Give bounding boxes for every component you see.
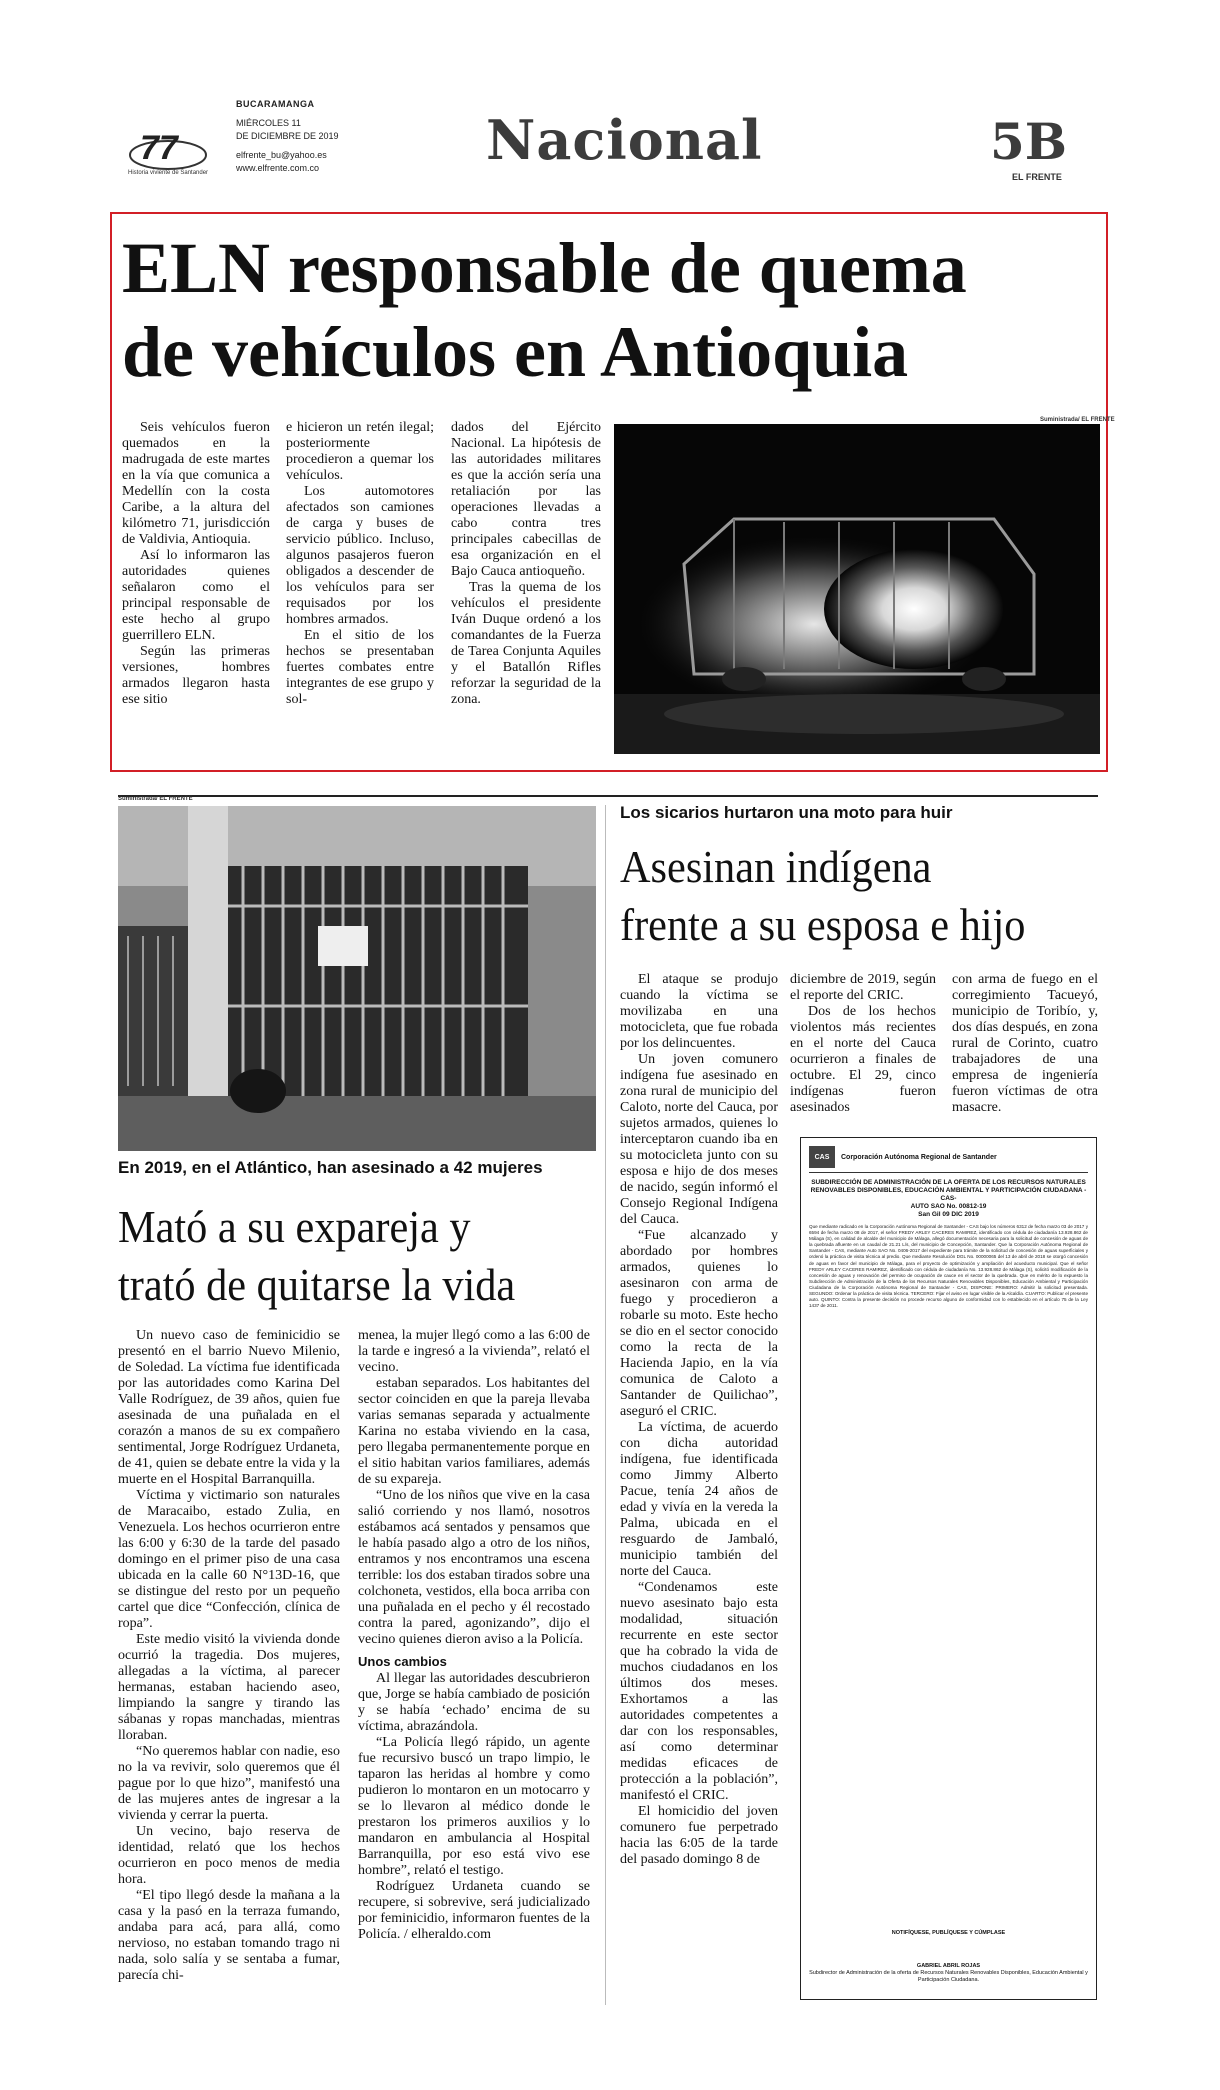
paragraph: e hicieron un retén ilegal; posteriormente procedieron a quemar los vehículos. [286,420,434,483]
right-article-col1 [620,972,778,1868]
left-headline-line1: Mató a su expareja y [118,1201,471,1252]
legal-notice-ad [800,1137,1097,2000]
right-article-col3 [952,972,1098,1116]
paragraph: “El tipo llegó desde la mañana a la casa y la pasó en la terraza fumando, andaba para acá, para allá, como nervioso, no estaban tomando trago ni nada, solo salía y se sentaba a fumar, parecía chi- [118,1888,340,1983]
right-headline-line1: Asesinan indígena [620,841,932,892]
top-article-col2 [286,420,434,708]
masthead-email: elfrente_bu@yahoo.es [236,150,327,160]
paper-name: EL FRENTE [1012,172,1062,182]
left-headline-line2: trató de quitarse la vida [118,1259,516,1310]
newspaper-logo [128,125,214,173]
left-article-col2 [358,1328,590,1943]
paragraph: Un vecino, bajo reserva de identidad, relató que los hechos ocurrieron en poco menos de media hora. [118,1824,340,1887]
paragraph: Un nuevo caso de feminicidio se presentó en el barrio Nuevo Milenio, de Soledad. La víctima fue identificada por las autoridades como Karina Del Valle Rodríguez, de 39 años, quien fue asesinada de una puñalada en el corazón a manos de su ex compañero sentimental, Jorge Rodríguez Urdaneta, de 41, quien se debate entre la vida y la muerte en el Hospital Barranquilla. [118,1328,340,1487]
paragraph: En el sitio de los hechos se presentaban fuertes combates entre integrantes de ese grupo y sol- [286,628,434,707]
paragraph: “Fue alcanzado y abordado por hombres armados, quienes lo asesinaron con arma de fuego y procedieron a robarle su moto. Este hecho se dio en el sector conocido como la recta de la Hacienda Japio, en la vía comunica de Caloto a Santander de Quilichao”, aseguró el CRIC. [620,1228,778,1419]
paragraph: menea, la mujer llegó como a las 6:00 de la tarde e ingresó a la vivienda”, relató el vecino. [358,1328,590,1375]
top-article-col1 [122,420,270,708]
paragraph: Un joven comunero indígena fue asesinado en zona rural de municipio del Caloto, norte del Cauca, por sujetos armados, quienes lo interceptaron cuando iba en su motocicleta junto con su esposa e hijo de dos meses de nacido, según informó el Consejo Regional Indígena del Cauca. [620,1052,778,1227]
paragraph: con arma de fuego en el corregimiento Tacueyó, municipio de Toribío, y, dos días después, en zona rural de Corinto, cuatro trabajadores de una empresa de ingeniería fueron víctimas de otra masacre. [952,972,1098,1115]
left-article-col1 [118,1328,340,1984]
paragraph: Así lo informaron las autoridades quienes señalaron como el principal responsable de este hecho al grupo guerrillero ELN. [122,548,270,643]
column-divider [605,805,606,2005]
right-kicker: Los sicarios hurtaron una moto para huir [620,803,953,822]
logo-tagline: Historia viviente de Santander [128,170,209,176]
ad-header [809,1146,1088,1173]
masthead-info [236,98,339,175]
right-headline-line2: frente a su esposa e hijo [620,899,1026,950]
paragraph: estaban separados. Los habitantes del sector coinciden en que la pareja llevaba varias semanas separada y actualmente Karina no estaba viviendo en la casa, pero llegaba permanentemente porque en el sitio habitan varios familiares, además de su expareja. [358,1376,590,1487]
cas-logo-icon: CAS [809,1146,835,1168]
right-article-col2 [790,972,936,1116]
paragraph: dados del Ejército Nacional. La hipótesis de las autoridades militares es que la acción sería una retaliación por las operaciones llevadas a cabo contra tres principales cabecillas de esa organización en el Bajo Cauca antioqueño. [451,420,601,579]
ad-title: SUBDIRECCIÓN DE ADMINISTRACIÓN DE LA OFERTA DE LOS RECURSOS NATURALES RENOVABLES DISPONIBLES, EDUCACIÓN AMBIENTAL Y PARTICIPACIÓN CIUDADANA -CAS- [810,1179,1087,1202]
paragraph: “Condenamos este nuevo asesinato bajo esta modalidad, situación recurrente en este sector que ha cobrado la vida de muchos ciudadanos en los últimos dos meses. Exhortamos a las autoridades competentes a dar con los responsables, así como determinar medidas eficaces de protección a la población”, manifestó el CRIC. [620,1580,778,1803]
paragraph: “La Policía llegó rápido, un agente fue recursivo buscó un trapo limpio, le taparon las heridas al hombre y como pudieron lo montaron en un motocarro y se lo llevaron al médico donde le prestaron los primeros auxilios y lo mandaron en ambulancia al Hospital Barranquilla, por eso está vivo ese hombre”, relató el testigo. [358,1735,590,1878]
right-headline [620,838,1098,954]
subhead: Unos cambios [358,1654,447,1669]
paragraph: Rodríguez Urdaneta cuando se recupere, si sobrevive, será judicializado por feminicidio, informaron fuentes de la Policía. / elheraldo.com [358,1879,590,1942]
paragraph: diciembre de 2019, según el reporte del CRIC. [790,972,936,1003]
section-title: Nacional [486,108,763,172]
ad-signer: GABRIEL ABRIL ROJAS [916,1963,981,1969]
paragraph: El ataque se produjo cuando la víctima se movilizaba en una motocicleta, que fue robada por los delincuentes. [620,972,778,1051]
top-headline-line2: de vehículos en Antioquia [122,312,909,392]
masthead-city: BUCARAMANGA [236,99,315,109]
paragraph: Víctima y victimario son naturales de Maracaibo, estado Zulia, en Venezuela. Los hechos ocurrieron entre las 6:00 y 6:30 de la tarde del pasado domingo en el primer piso de una casa ubicada en la calle 60 N°13D-16, que se distingue del resto por un pequeño cartel que dice “Confección, clínica de ropa”. [118,1488,340,1631]
paragraph: Dos de los hechos violentos más recientes en el norte del Cauca ocurrieron a finales de octubre. El 29, cinco indígenas fueron asesinados [790,1004,936,1115]
ad-auto-number: AUTO SAO No. 00812-19 [910,1203,987,1210]
paragraph: Según las primeras versiones, hombres armados llegaron hasta ese sitio [122,644,270,707]
paragraph: Al llegar las autoridades descubrieron que, Jorge se había cambiado de posición y se había ‘echado’ encima de su víctima, abrazándola. [358,1671,590,1734]
masthead-date-line1: MIÉRCOLES 11 [236,118,301,128]
svg-text:77: 77 [140,129,178,167]
paragraph: Este medio visitó la vivienda donde ocurrió la tragedia. Dos mujeres, allegadas a la víctima, al parecer hermanas, estaban haciendo aseo, limpiando la sangre y tirando las sábanas y ropas manchadas, mientras lloraban. [118,1632,340,1743]
paragraph: “Uno de los niños que vive en la casa salió corriendo y nos llamó, nosotros estábamos acá sentados y pensamos que le había pasado algo a otro de los niños, entramos y nos encontramos una escena terrible: los dos estaban tirados sobre una colchoneta, vestidos, ella boca arriba con una puñalada en el pecho y él recostado contra la pared, agonizando”, dijo el vecino quienes dieron aviso a la Policía. [358,1488,590,1647]
ad-signer-role: Subdirector de Administración de la oferta de Recursos Naturales Renovables Disponibles, Educación Ambiental y Participación Ciudadana. [809,1970,1088,1983]
paragraph: Los automotores afectados son camiones de carga y buses de servicio público. Incluso, algunos pasajeros fueron obligados a descender de los vehículos para ser requisados por los hombres armados. [286,484,434,627]
paragraph: Tras la quema de los vehículos el presidente Iván Duque ordenó a los comandantes de la Fuerza de Tarea Conjunta Aquiles y el Batallón Rifles reforzar la seguridad de la zona. [451,580,601,707]
ad-date: San Gil 09 DIC 2019 [918,1211,979,1218]
ad-org-name: Corporación Autónoma Regional de Santander [841,1153,997,1161]
masthead-date-line2: DE DICIEMBRE DE 2019 [236,131,339,141]
logo-77-icon [128,125,214,173]
burning-bus-photo [614,424,1100,754]
paragraph: El homicidio del joven comunero fue perpetrado hacia las 6:05 de la tarde del pasado domingo 8 de [620,1804,778,1867]
section-divider [118,795,1098,797]
page-number: 5B [990,112,1068,171]
masthead-website: www.elfrente.com.co [236,163,320,173]
paragraph: Seis vehículos fueron quemados en la madrugada de este martes en la vía que comunica a Medellín con la costa Caribe, a la altura del kilómetro 71, jurisdicción de Valdivia, Antioquia. [122,420,270,547]
photo-credit: Suministrada/ EL FRENTE [118,796,193,802]
paragraph: La víctima, de acuerdo con dicha autoridad indígena, fue identificada como Jimmy Alberto Pacue, tenía 24 años de edad y vivía en la vereda la Palma, ubicada en el resguardo de Jambaló, municipio también del norte del Cauca. [620,1420,778,1579]
top-article-col3 [451,420,601,708]
house-gate-photo [118,806,596,1151]
top-headline [122,226,1102,394]
photo-credit: Suministrada/ EL FRENTE [1040,417,1115,423]
top-headline-line1: ELN responsable de quema [122,228,967,308]
burning-bus-image [614,424,1100,754]
ad-body-text: Que mediante radicado en la Corporación Autónoma Regional de Santander - CAS bajo los números 6312 de fecha marzo 03 de 2017 y 6594 de fecha marzo 08 de 2017, el señor FREDY ARLEY CACERES RAMIREZ, identificado con cédula de ciudadanía 13.928.862 de Málaga (S), en calidad de alcalde del municipio de Málaga, allegó documentación necesaria para la solicitud de concesión de aguas de la quebrada afluente en un caudal de 21.21 L/s, del municipio de Concepción, Santander. Que la Corporación Autónoma Regional de Santander - CAS, mediante Auto SAO No. 0406-2017 del expediente para trámite de la solicitud de concesión de aguas superficiales y ordenó la práctica de visita técnica al predio. Que mediante Resolución DGL No. 00000065 del 13 de abril de 2018 se otorgó concesión de aguas en favor del municipio de Málaga, para el proyecto de optimización y ampliación del acueducto municipal. Que el señor FREDY ARLEY CACERES RAMIREZ, identificado con cédula de ciudadanía No. 13.928.862 de Málaga (S), solicitó modificación de la concesión de aguas y renovación del permiso de ocupación de cauce en el sector de la quebrada. Que en mérito de lo expuesto la Subdirección de Administración de la Oferta de los Recursos Naturales Renovables Disponibles, Educación Ambiental y Participación Ciudadana de la Corporación Autónoma Regional de Santander - CAS, DISPONE: PRIMERO: Admitir la solicitud presentada. SEGUNDO: Ordenar la práctica de visita técnica. TERCERO: Fijar el aviso en lugar visible de la Alcaldía. CUARTO: Publicar el presente auto. QUINTO: Contra la presente decisión no procede recurso alguno de conformidad con lo establecido en el artículo 75 de la Ley 1437 de 2011. [809,1224,1088,1309]
paragraph: “No queremos hablar con nadie, eso no la va revivir, solo queremos que él pague por lo que hizo”, manifestó una de las mujeres antes de ingresar a la vivienda y cerrar la puerta. [118,1744,340,1823]
house-gate-image [118,806,596,1151]
left-kicker: En 2019, en el Atlántico, han asesinado a 42 mujeres [118,1158,543,1177]
left-headline [118,1198,596,1314]
ad-closing: NOTIFÍQUESE, PUBLÍQUESE Y CÚMPLASE [891,1930,1006,1936]
